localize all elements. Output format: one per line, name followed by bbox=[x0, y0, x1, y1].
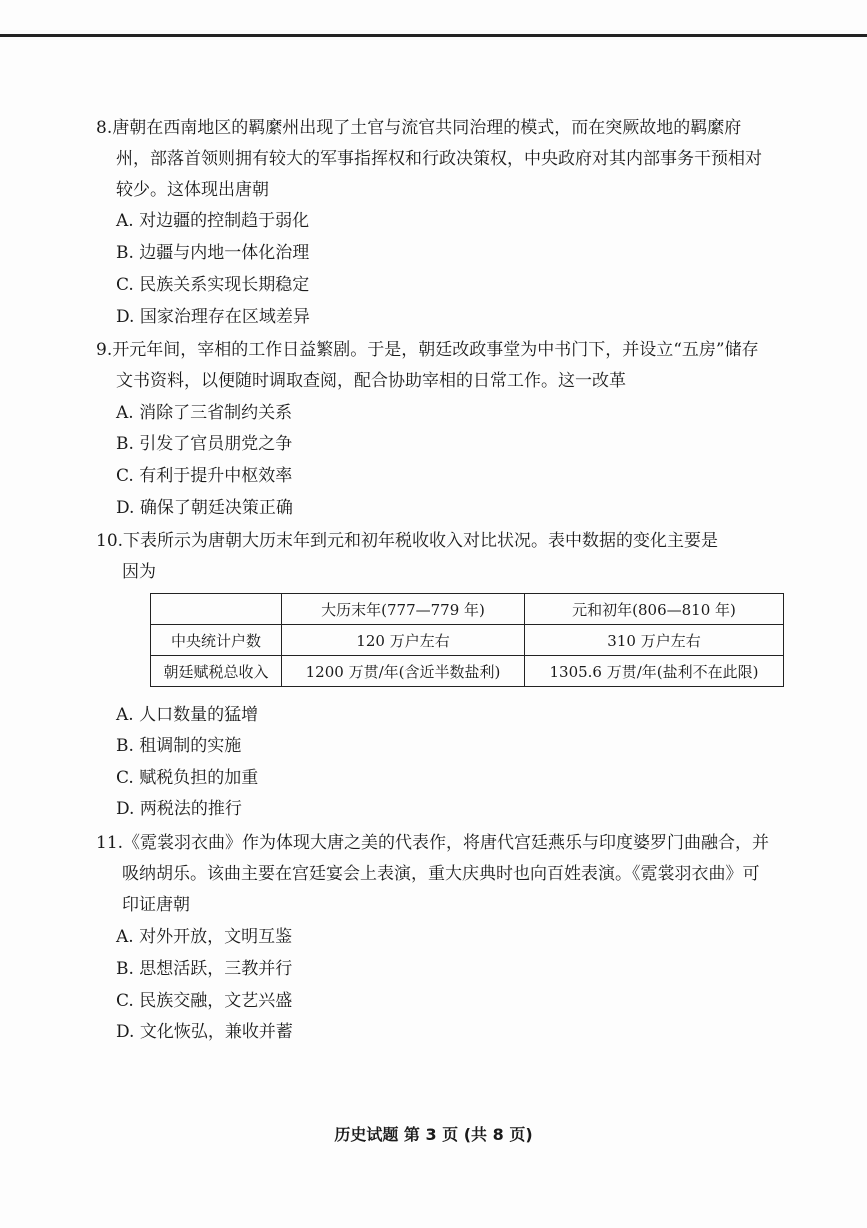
q8-option-d[interactable]: D. 国家治理存在区域差异 bbox=[116, 307, 310, 327]
table-cell: 中央统计户数 bbox=[151, 625, 282, 656]
q9-option-d[interactable]: D. 确保了朝廷决策正确 bbox=[116, 498, 293, 518]
q8-stem-line-1: 8.唐朝在西南地区的羁縻州出现了土官与流官共同治理的模式，而在突厥故地的羁縻府 bbox=[96, 118, 742, 138]
table-cell: 1200 万贯/年(含近半数盐利) bbox=[282, 656, 525, 687]
q10-option-b[interactable]: B. 租调制的实施 bbox=[116, 736, 242, 756]
q9-stem-line-1: 9.开元年间，宰相的工作日益繁剧。于是，朝廷改政事堂为中书门下，并设立“五房”储存 bbox=[96, 340, 759, 360]
table-header-cell: 大历末年(777—779 年) bbox=[282, 594, 525, 625]
q10-stem-line-2: 因为 bbox=[122, 562, 156, 582]
q10-option-a[interactable]: A. 人口数量的猛增 bbox=[116, 705, 259, 725]
table-cell: 120 万户左右 bbox=[282, 625, 525, 656]
q8-stem-line-2: 州，部落首领则拥有较大的军事指挥权和行政决策权，中央政府对其内部事务干预相对 bbox=[116, 149, 762, 169]
q8-stem-line-3: 较少。这体现出唐朝 bbox=[116, 180, 269, 200]
table-cell: 朝廷赋税总收入 bbox=[151, 656, 282, 687]
q11-stem-line-3: 印证唐朝 bbox=[122, 895, 190, 915]
q11-stem-line-1: 11.《霓裳羽衣曲》作为体现大唐之美的代表作，将唐代宫廷燕乐与印度婆罗门曲融合，并 bbox=[96, 833, 770, 853]
table-row bbox=[151, 625, 784, 656]
q10-option-d[interactable]: D. 两税法的推行 bbox=[116, 799, 242, 819]
q11-option-d[interactable]: D. 文化恢弘，兼收并蓄 bbox=[116, 1022, 293, 1042]
top-rule bbox=[0, 34, 867, 37]
tax-comparison-table bbox=[150, 593, 784, 687]
table-header-cell bbox=[151, 594, 282, 625]
table-header-row bbox=[151, 594, 784, 625]
q9-stem-line-2: 文书资料，以便随时调取查阅，配合协助宰相的日常工作。这一改革 bbox=[116, 371, 626, 391]
q9-option-c[interactable]: C. 有利于提升中枢效率 bbox=[116, 466, 293, 486]
table-row bbox=[151, 656, 784, 687]
q10-option-c[interactable]: C. 赋税负担的加重 bbox=[116, 768, 259, 788]
q8-option-b[interactable]: B. 边疆与内地一体化治理 bbox=[116, 243, 310, 263]
table-header-cell: 元和初年(806—810 年) bbox=[525, 594, 784, 625]
q8-option-a[interactable]: A. 对边疆的控制趋于弱化 bbox=[116, 211, 310, 231]
q9-option-a[interactable]: A. 消除了三省制约关系 bbox=[116, 403, 293, 423]
q9-option-b[interactable]: B. 引发了官员朋党之争 bbox=[116, 434, 293, 454]
table-cell: 310 万户左右 bbox=[525, 625, 784, 656]
q11-option-a[interactable]: A. 对外开放，文明互鉴 bbox=[116, 927, 293, 947]
table-cell: 1305.6 万贯/年(盐利不在此限) bbox=[525, 656, 784, 687]
q10-stem-line-1: 10.下表所示为唐朝大历末年到元和初年税收收入对比状况。表中数据的变化主要是 bbox=[96, 531, 719, 551]
q11-option-b[interactable]: B. 思想活跃，三教并行 bbox=[116, 959, 293, 979]
q11-option-c[interactable]: C. 民族交融，文艺兴盛 bbox=[116, 991, 293, 1011]
q11-stem-line-2: 吸纳胡乐。该曲主要在宫廷宴会上表演，重大庆典时也向百姓表演。《霓裳羽衣曲》可 bbox=[122, 864, 760, 884]
q8-option-c[interactable]: C. 民族关系实现长期稳定 bbox=[116, 275, 310, 295]
page-footer: 历史试题 第 3 页 (共 8 页) bbox=[334, 1125, 533, 1144]
